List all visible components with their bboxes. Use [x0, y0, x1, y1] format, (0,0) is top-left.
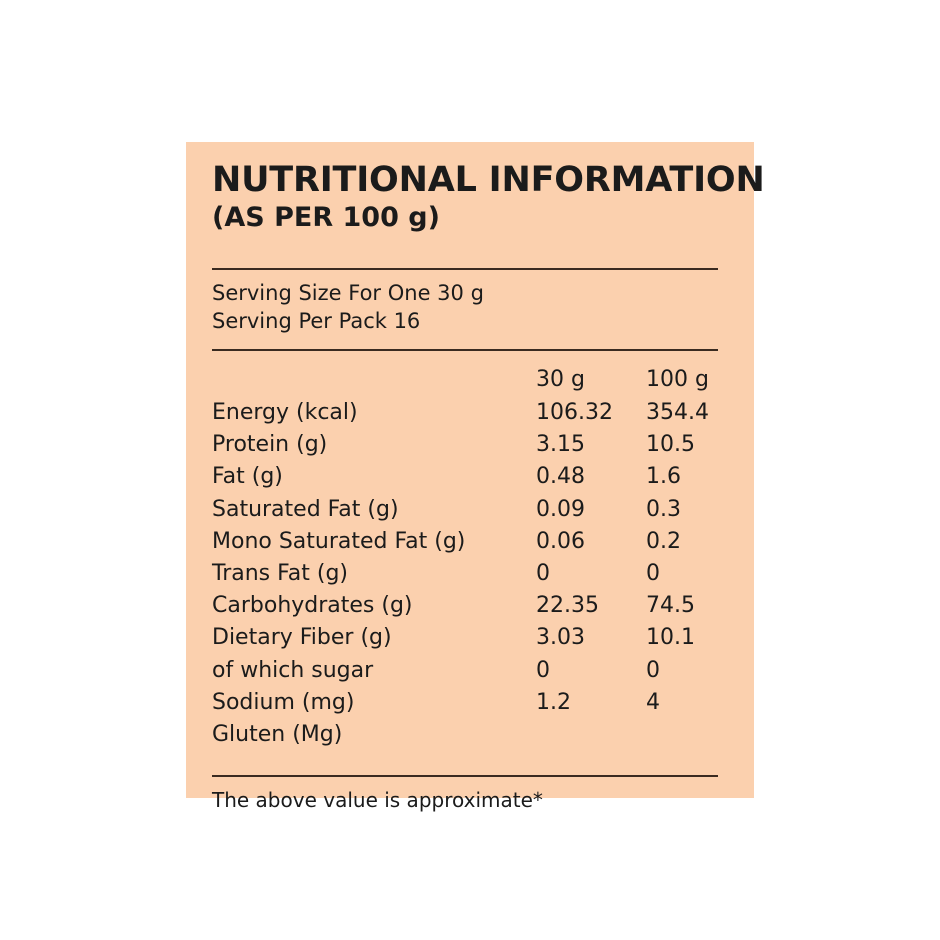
nutrient-name: Fat (g): [212, 464, 283, 490]
nutrient-name: Carbohydrates (g): [212, 593, 413, 619]
nutrient-value-100g: 4: [646, 689, 660, 715]
column-header-100g: 100 g: [646, 367, 709, 392]
table-row: [212, 429, 718, 461]
column-header-nutrient: [212, 363, 536, 397]
nutrient-value-100g: 10.5: [646, 432, 695, 458]
nutrient-value-100g: 0.3: [646, 496, 681, 522]
table-row: [212, 461, 718, 493]
nutrient-value-100g: 74.5: [646, 593, 695, 619]
nutrient-value-30g: 106.32: [536, 400, 613, 425]
page-subtitle: (AS PER 100 g): [212, 202, 440, 233]
column-header-30g: 30 g: [536, 367, 585, 392]
nutrient-name: Protein (g): [212, 432, 328, 458]
nutrient-value-100g: 1.6: [646, 464, 681, 490]
nutrient-value-100g: 0: [646, 561, 660, 587]
divider-bottom: [212, 775, 718, 777]
nutrient-value-100g: 0: [646, 657, 660, 683]
nutrient-value-100g: 0.2: [646, 528, 681, 554]
nutrition-label-panel: [186, 142, 765, 813]
nutrient-name: Gluten (Mg): [212, 722, 343, 748]
nutrition-table: [212, 363, 718, 751]
nutrient-value-100g: 10.1: [646, 625, 695, 651]
nutrient-value-100g: [646, 719, 718, 751]
nutrient-name: Sodium (mg): [212, 689, 355, 715]
nutrient-value-30g: 3.15: [536, 432, 585, 458]
table-header-row: [212, 363, 718, 397]
nutrient-name: Saturated Fat (g): [212, 496, 399, 522]
nutrient-value-30g: 0.48: [536, 464, 585, 490]
nutrient-name: Mono Saturated Fat (g): [212, 528, 466, 554]
table-row: [212, 687, 718, 719]
serving-per-pack-text: Serving Per Pack 16: [212, 309, 421, 333]
table-row: [212, 558, 718, 590]
table-row: [212, 526, 718, 558]
table-row: [212, 590, 718, 622]
page-title: NUTRITIONAL INFORMATION: [212, 160, 765, 200]
nutrient-value-30g: 0.09: [536, 496, 585, 522]
nutrient-value-30g: [536, 719, 646, 751]
serving-info: [212, 270, 728, 339]
nutrient-value-100g: 354.4: [646, 400, 709, 425]
nutrient-name: Dietary Fiber (g): [212, 625, 392, 651]
table-row: [212, 622, 718, 654]
nutrient-value-30g: 1.2: [536, 689, 571, 715]
table-row: [212, 494, 718, 526]
table-row: [212, 719, 718, 751]
table-row: [212, 655, 718, 687]
nutrient-value-30g: 3.03: [536, 625, 585, 651]
serving-size-text: Serving Size For One 30 g: [212, 281, 484, 305]
nutrient-name: of which sugar: [212, 657, 374, 683]
nutrient-value-30g: 22.35: [536, 593, 599, 619]
nutrient-value-30g: 0.06: [536, 528, 585, 554]
nutrition-label-content: [212, 160, 765, 813]
nutrient-value-30g: 0: [536, 561, 550, 587]
footnote-text: The above value is approximate*: [212, 788, 543, 813]
divider-middle: [212, 349, 718, 351]
table-row: [212, 397, 718, 429]
nutrient-name: Trans Fat (g): [212, 561, 348, 587]
nutrient-name: Energy (kcal): [212, 400, 358, 425]
nutrient-value-30g: 0: [536, 657, 550, 683]
